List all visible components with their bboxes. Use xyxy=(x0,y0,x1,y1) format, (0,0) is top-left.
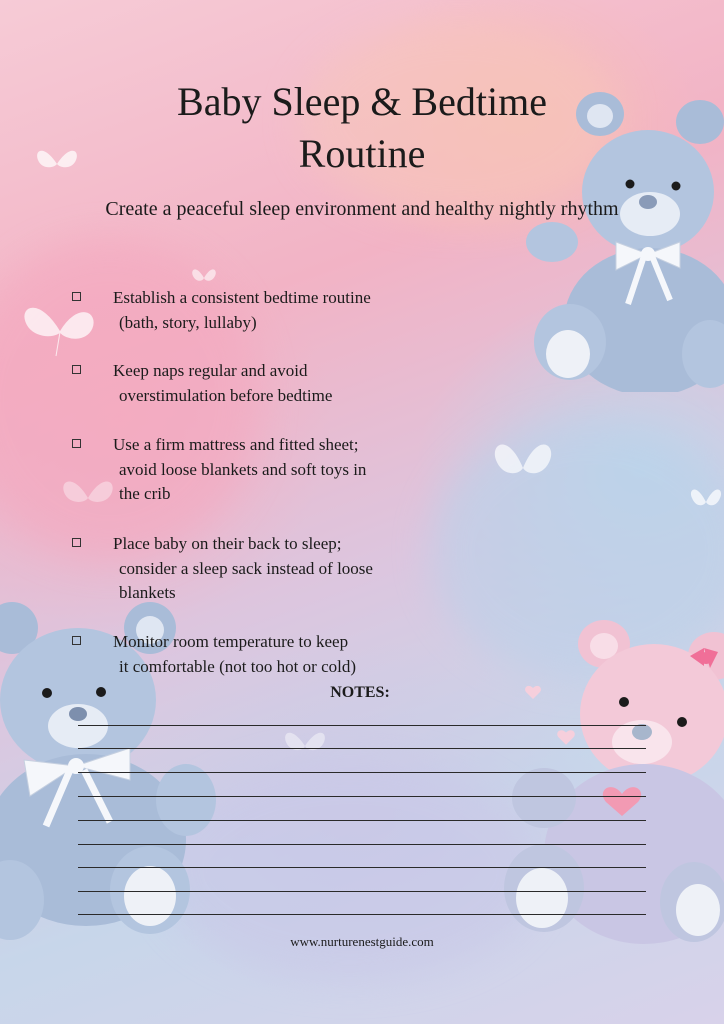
notes-label: NOTES: xyxy=(330,684,390,701)
checklist-item-line: avoid loose blankets and soft toys in xyxy=(119,459,367,479)
notes-line xyxy=(78,772,646,773)
checkbox-icon[interactable] xyxy=(72,538,81,547)
footer-url: www.nurturenestguide.com xyxy=(290,934,434,949)
checkbox-icon[interactable] xyxy=(72,636,81,645)
checklist-item-line: blankets xyxy=(119,583,176,602)
notes-line xyxy=(78,867,646,868)
checklist-item-line: Use a firm mattress and fitted sheet; xyxy=(113,435,359,454)
butterfly-icon xyxy=(280,722,330,766)
checklist-item-text xyxy=(107,433,443,507)
checklist-item-line: Monitor room temperature to keep xyxy=(113,632,349,651)
notes-line xyxy=(78,725,646,726)
checklist-item-line: Establish a consistent bedtime routine xyxy=(113,288,371,307)
notes-line xyxy=(78,914,646,915)
notes-line xyxy=(78,844,646,845)
notes-line xyxy=(78,891,646,892)
heart-icon xyxy=(556,728,576,746)
checklist-item-text xyxy=(107,286,443,335)
checklist-item-text xyxy=(107,532,443,606)
checklist-item-line: consider a sleep sack instead of loose xyxy=(119,558,373,578)
checklist-item-line: Keep naps regular and avoid xyxy=(113,361,308,380)
checkbox-icon[interactable] xyxy=(72,292,81,301)
page-title: Baby Sleep & Bedtime Routine xyxy=(177,79,547,176)
notes-line xyxy=(78,820,646,821)
checklist-item-line: the crib xyxy=(119,484,171,503)
notes-line xyxy=(78,748,646,749)
checklist-item-text xyxy=(107,630,443,679)
checklist-item-text xyxy=(107,359,443,408)
checklist-item-line: it comfortable (not too hot or cold) xyxy=(119,656,356,676)
checklist-item-line: overstimulation before bedtime xyxy=(119,385,333,405)
checklist-item-line: (bath, story, lullaby) xyxy=(119,312,257,332)
checkbox-icon[interactable] xyxy=(72,439,81,448)
notes-line xyxy=(78,796,646,797)
page-subtitle: Create a peaceful sleep environment and healthy nightly rhythm xyxy=(105,198,619,220)
checkbox-icon[interactable] xyxy=(72,365,81,374)
checklist-item-line: Place baby on their back to sleep; xyxy=(113,534,342,553)
